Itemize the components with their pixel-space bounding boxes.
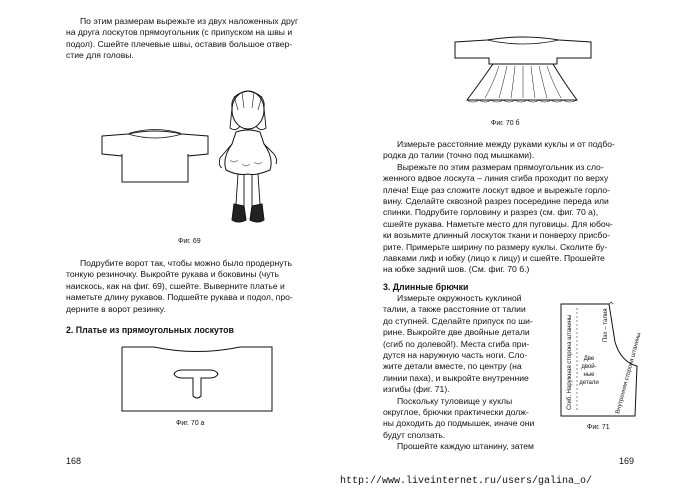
fig71-trouser-pattern — [555, 302, 643, 420]
fig70b-dress-illustration — [453, 36, 593, 106]
text-line: будут сползать. — [383, 429, 446, 440]
fig69-caption: Фиг. 69 — [178, 238, 201, 245]
text-line: плеча! Еще раз сложите лоскут вдвое и вырежьте горло- — [383, 184, 610, 195]
text-line: Подрубите ворот так, чтобы можно было продернуть — [80, 258, 292, 268]
text-line: линии паха), и выкройте внутренние — [383, 372, 529, 383]
fig70b-caption: Фиг. 70 б — [491, 120, 520, 127]
fig71-inner-seam-label: Внутренняя сторона штанины — [615, 332, 643, 415]
text-line: тонкую резиночку. Выкройте рукава и боковины (чуть — [66, 269, 279, 280]
text-line: дерните в ворот резинку. — [66, 303, 166, 314]
text-line: округлое, брючки практически долж- — [383, 407, 529, 418]
text-line: подол). Сшейте плечевые швы, оставив большое отвер- — [66, 38, 293, 49]
right-paragraph-1 — [383, 139, 639, 276]
text-line: на друга лоскутов прямоугольник (с припуском на швы и — [66, 27, 293, 38]
fig71-outer-seam-label: Сгиб. Наружная сторона штанины — [567, 314, 573, 410]
fig70a-rectangle-pattern — [122, 346, 272, 412]
text-line: Поскольку туловище у куклы — [397, 395, 513, 406]
text-line: рине. Выкройте две двойные детали — [383, 327, 530, 338]
text-line: ки возьмите длинный лоскуток ткани и понверху присбо- — [383, 230, 610, 241]
text-line: Прошейте каждую штанину, затем — [397, 441, 534, 452]
left-paragraph-1 — [66, 16, 320, 62]
fig71-center-label: ные — [583, 372, 595, 378]
text-line: до ступней. Сделайте припуск по ши- — [383, 315, 533, 326]
text-line: вину. Сделайте сквозной разрез посередине переда или — [383, 196, 609, 207]
fig71-center-label: двой- — [581, 364, 597, 370]
right-page — [349, 0, 699, 494]
text-line: наметьте длину рукавов. Подшейте рукава и подол, про- — [66, 292, 293, 303]
text-line: рите. Примерьте ширину по размеру куклы. Сколите бу- — [383, 241, 608, 252]
text-line: женного вдвое лоскута – линия сгиба проходит по верху — [383, 173, 609, 184]
text-line: талии, а также расстояние от талии — [383, 304, 526, 315]
fig70a-caption: Фиг. 70 а — [176, 420, 205, 427]
text-line: изгибы (фиг. 71). — [383, 384, 450, 395]
section-2-heading: 2. Платье из прямоугольных лоскутов — [66, 325, 234, 335]
fig71-crotch-label: Пах – талия — [603, 308, 609, 342]
text-line: Измерьте окружность куклиной — [397, 293, 522, 303]
watermark-url: http://www.liveinternet.ru/users/galina_o/ — [340, 476, 593, 487]
text-line: дутся на наружную часть ноги. Сло- — [383, 350, 528, 361]
left-page — [0, 0, 349, 494]
text-line: стие для головы. — [66, 50, 134, 61]
fig71-center-label: Две — [583, 356, 595, 362]
page-number-left: 168 — [66, 456, 82, 466]
text-line: жите детали вместе, по центру (на — [383, 361, 522, 372]
text-line: Вырежьте по этим размерам прямоугольник из сло- — [397, 161, 604, 172]
left-paragraph-2 — [66, 258, 320, 315]
fig69-dress-pattern — [100, 124, 210, 184]
text-line: По этим размерам вырежьте из двух наложенных друг — [80, 16, 299, 26]
fig71-caption: Фиг. 71 — [587, 424, 610, 431]
text-line: родка до талии (точно под мышками). — [383, 150, 535, 161]
text-line: спинки. Подрубите горловину и разрез (см. фиг. 70 а), — [383, 207, 599, 218]
text-line: Измерьте расстояние между руками куклы и от подбо- — [397, 139, 615, 149]
text-line: лавками лиф и юбку (лицо к лицу) и сшейте. Прошейте — [383, 253, 605, 264]
text-line: (сгиб по долевой!). Места сгиба при- — [383, 338, 530, 349]
text-line: сшейте рукава. Наметьте место для пуговицы. Для юбоч- — [383, 218, 613, 229]
section-3-heading: 3. Длинные брючки — [383, 282, 469, 292]
fig71-center-label: детали — [579, 380, 599, 386]
right-paragraph-2 — [383, 293, 551, 453]
text-line: на юбке задний шов. (См. фиг. 70 б.) — [383, 264, 530, 275]
text-line: наискось, как на фиг. 69), сшейте. Выверните платье и — [66, 280, 285, 291]
page-number-right: 169 — [619, 456, 635, 466]
text-line: ны доходить до подмышек, иначе они — [383, 418, 535, 429]
fig69-doll-illustration — [208, 88, 288, 228]
